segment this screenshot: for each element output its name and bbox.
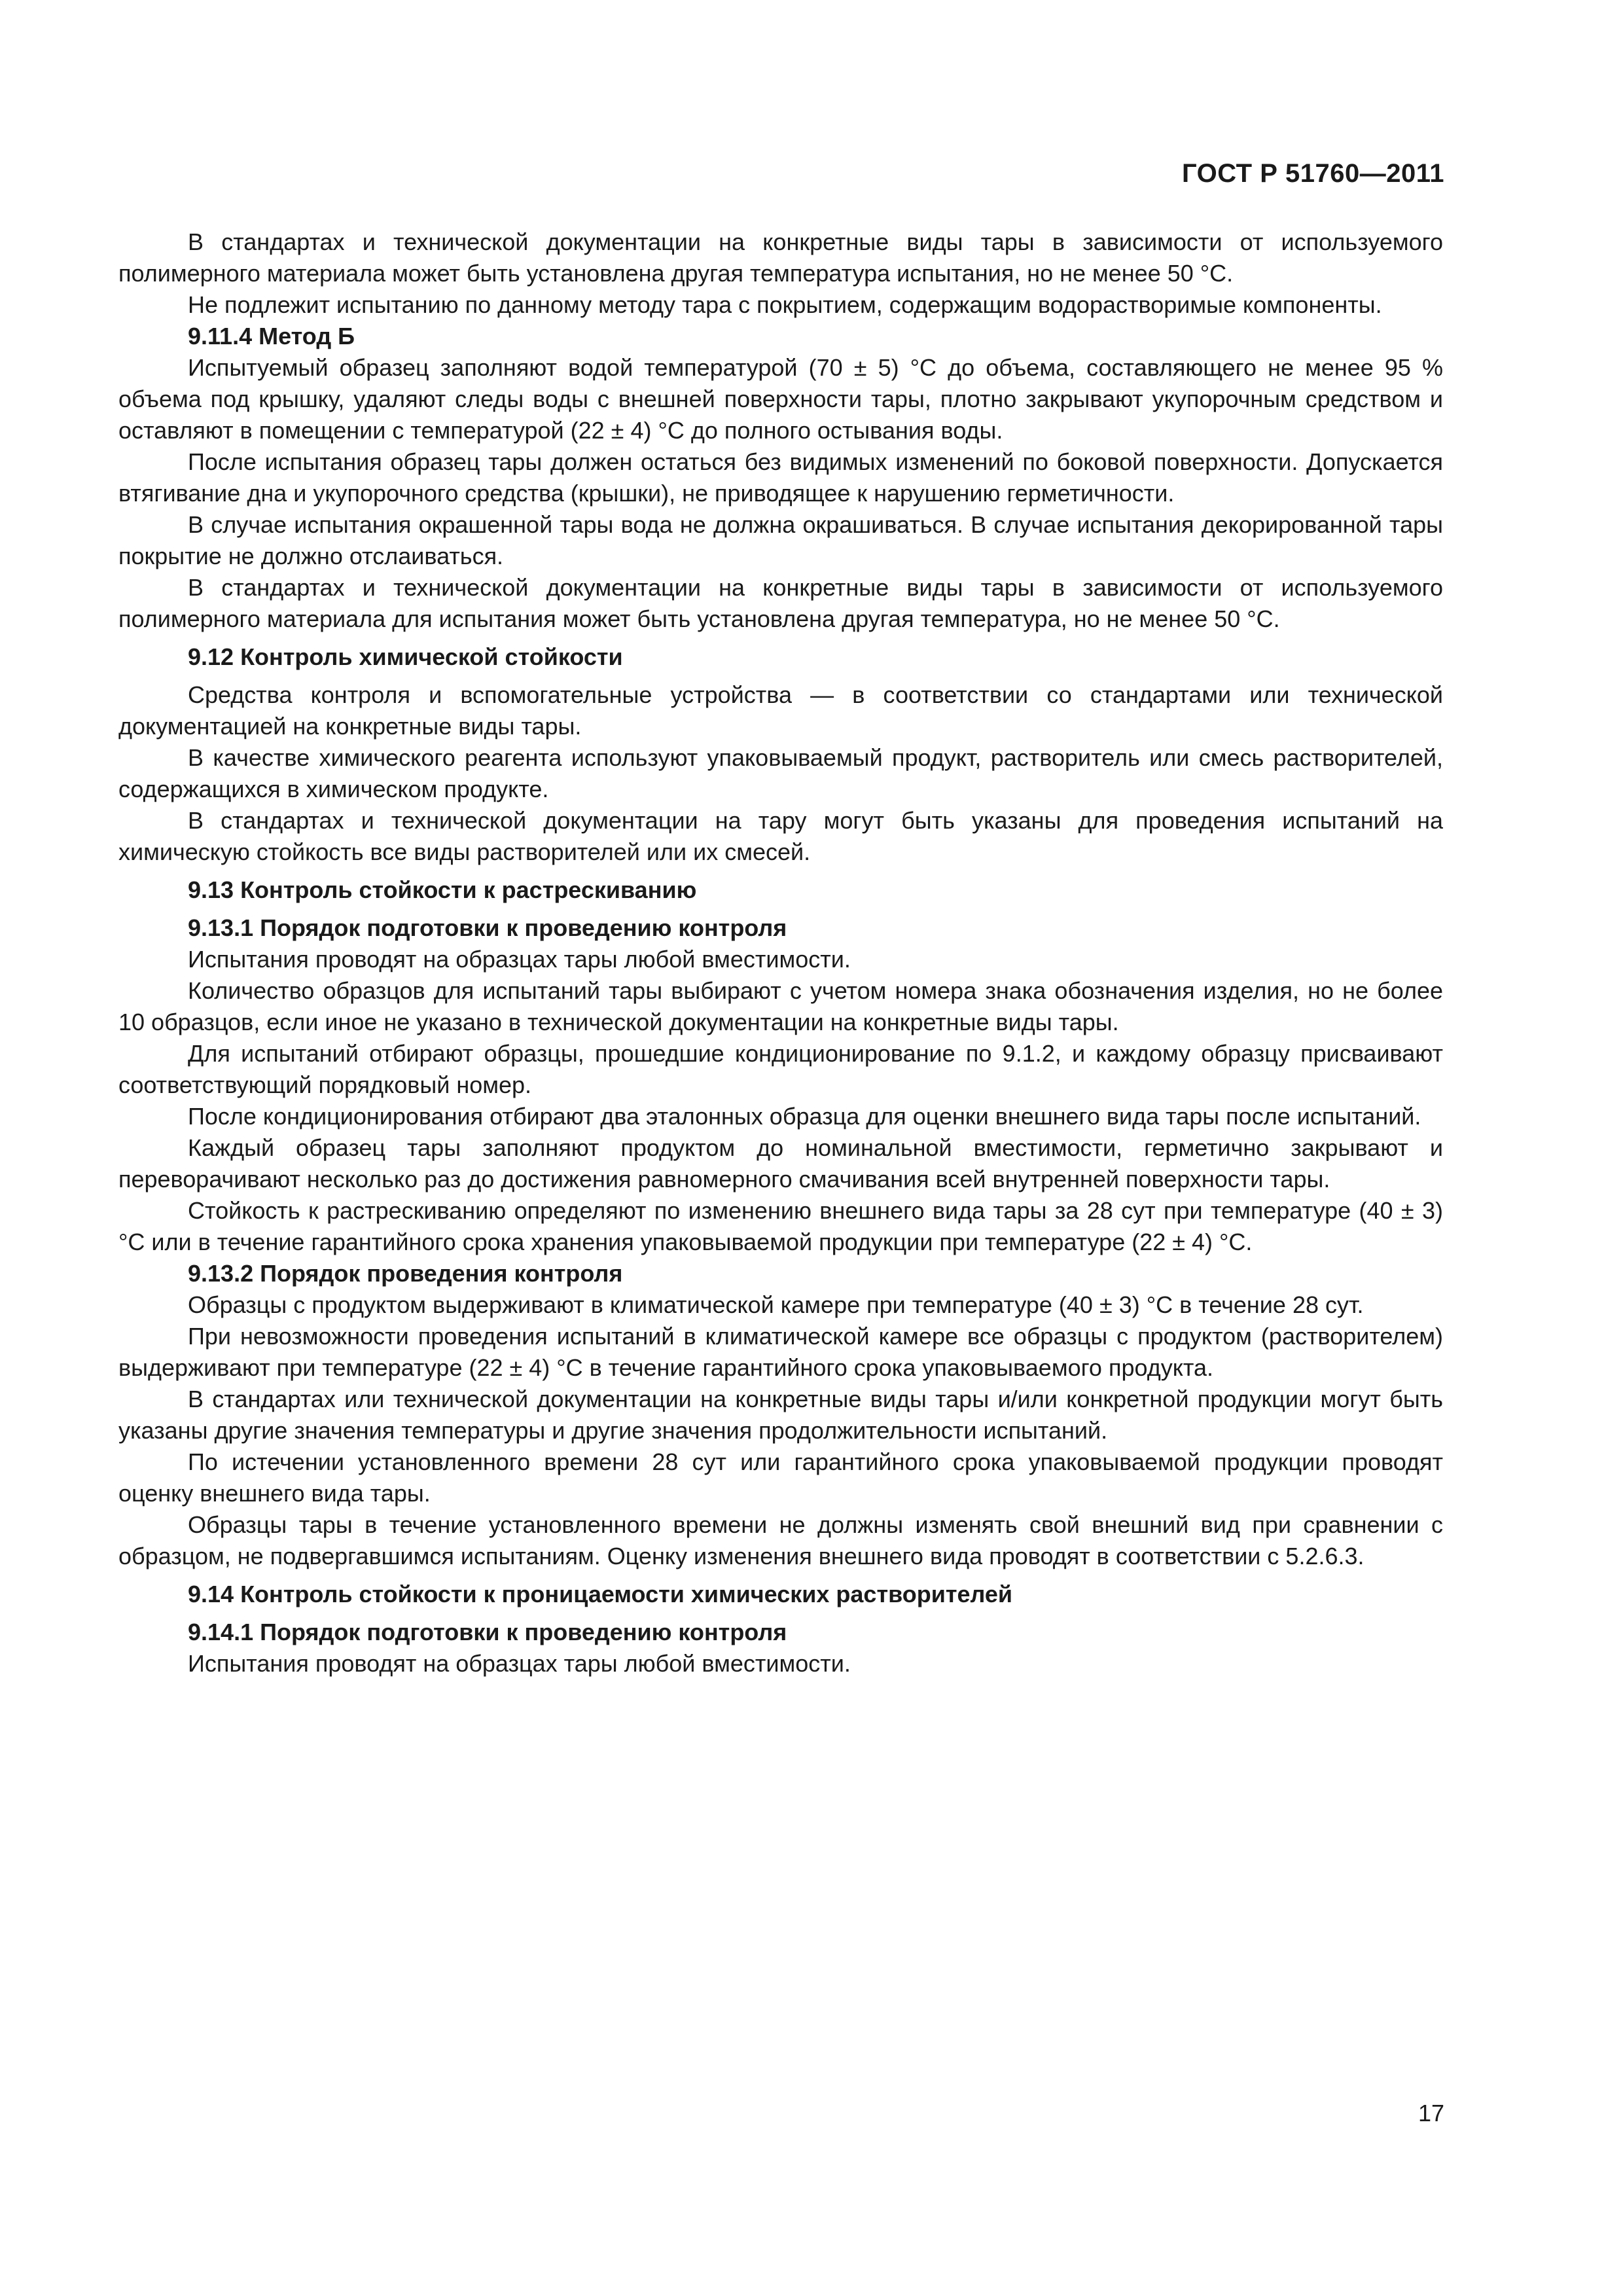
paragraph: В стандартах или технической документации на конкретные виды тары и/или конкретной продукции могут быть указаны другие значения температуры и другие значения продолжительности испытаний. xyxy=(118,1386,1443,1444)
paragraph: Образцы с продуктом выдерживают в климатической камере при температуре (40 ± 3) °С в течение 28 сут. xyxy=(188,1291,1364,1318)
paragraph: В качестве химического реагента используют упаковываемый продукт, растворитель или смесь растворителей, содержащихся в химическом продукте. xyxy=(118,744,1443,802)
paragraph: В стандартах и технической документации на конкретные виды тары в зависимости от используемого полимерного материала для испытания может быть установлена другая температура, но не менее 50 °С. xyxy=(118,574,1443,632)
paragraph: Образцы тары в течение установленного времени не должны изменять свой внешний вид при сравнении с образцом, не подвергавшимся испытаниям. Оценку изменения внешнего вида проводят в соответствии с 5.2.6.3. xyxy=(118,1511,1443,1570)
paragraph: Для испытаний отбирают образцы, прошедшие кондиционирование по 9.1.2, и каждому образцу присваивают соответствующий порядковый номер. xyxy=(118,1040,1443,1098)
paragraph: При невозможности проведения испытаний в климатической камере все образцы с продуктом (растворителем) выдерживают при температуре (22 ± 4) °С в течение гарантийного срока упаковываемого продукта. xyxy=(118,1323,1443,1381)
paragraph: В стандартах и технической документации на тару могут быть указаны для проведения испытаний на химическую стойкость все виды растворителей или их смесей. xyxy=(118,807,1443,865)
paragraph: По истечении установленного времени 28 сут или гарантийного срока упаковываемой продукции проводят оценку внешнего вида тары. xyxy=(118,1448,1443,1507)
document-header: ГОСТ Р 51760—2011 xyxy=(1182,159,1444,188)
subsection-heading: 9.11.4 Метод Б xyxy=(188,323,355,350)
page-number: 17 xyxy=(1418,2100,1444,2126)
paragraph: Количество образцов для испытаний тары выбирают с учетом номера знака обозначения изделия, но не более 10 образцов, если иное не указано в технической документации на конкретные виды тары. xyxy=(118,977,1443,1035)
subsection-heading: 9.14.1 Порядок подготовки к проведению контроля xyxy=(188,1619,787,1645)
paragraph: После испытания образец тары должен остаться без видимых изменений по боковой поверхности. Допускается втягивание дна и укупорочного средства (крышки), не приводящее к нарушению герметичности. xyxy=(118,448,1443,507)
paragraph: Каждый образец тары заполняют продуктом до номинальной вместимости, герметично закрывают и переворачивают несколько раз до достижения равномерного смачивания всей внутренней поверхности тары. xyxy=(118,1134,1443,1193)
paragraph: В случае испытания окрашенной тары вода не должна окрашиваться. В случае испытания декорированной тары покрытие не должно отслаиваться. xyxy=(118,511,1443,569)
section-heading: 9.13 Контроль стойкости к растрескиванию xyxy=(188,876,697,903)
subsection-heading: 9.13.1 Порядок подготовки к проведению контроля xyxy=(188,914,787,941)
paragraph: В стандартах и технической документации на конкретные виды тары в зависимости от используемого полимерного материала может быть установлена другая температура испытания, но не менее 50 °С. xyxy=(118,228,1443,287)
section-heading: 9.12 Контроль химической стойкости xyxy=(188,643,623,670)
paragraph: Испытания проводят на образцах тары любой вместимости. xyxy=(188,1650,851,1677)
section-heading: 9.14 Контроль стойкости к проницаемости химических растворителей xyxy=(188,1581,1013,1607)
paragraph: После кондиционирования отбирают два эталонных образца для оценки внешнего вида тары после испытаний. xyxy=(188,1103,1421,1130)
paragraph: Испытуемый образец заполняют водой температурой (70 ± 5) °С до объема, составляющего не менее 95 % объема под крышку, удаляют следы воды с внешней поверхности тары, плотно закрывают укупорочным средством и оставляют в помещении с температурой (22 ± 4) °С до полного остывания воды. xyxy=(118,354,1443,444)
paragraph: Средства контроля и вспомогательные устройства — в соответствии со стандартами или технической документацией на конкретные виды тары. xyxy=(118,681,1443,740)
subsection-heading: 9.13.2 Порядок проведения контроля xyxy=(188,1260,623,1287)
paragraph: Не подлежит испытанию по данному методу тара с покрытием, содержащим водорастворимые компоненты. xyxy=(188,291,1382,318)
paragraph: Испытания проводят на образцах тары любой вместимости. xyxy=(188,946,851,973)
document-body xyxy=(118,226,1443,1679)
paragraph: Стойкость к растрескиванию определяют по изменению внешнего вида тары за 28 сут при температуре (40 ± 3) °С или в течение гарантийного срока хранения упаковываемой продукции при температуре (22 ± 4) °С. xyxy=(118,1197,1443,1255)
